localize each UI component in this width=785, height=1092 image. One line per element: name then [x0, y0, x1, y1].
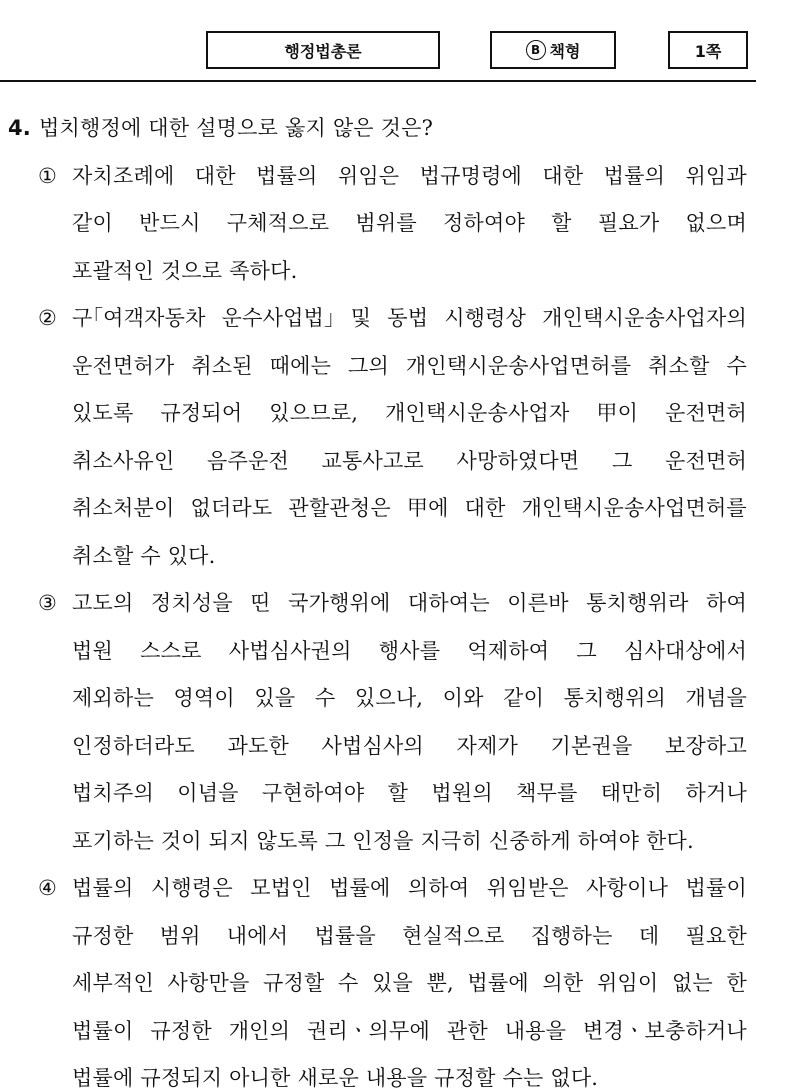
option-marker: ② [38, 306, 58, 330]
option-3-line: 포기하는 것이 되지 않도록 그 인정을 지극히 신중하게 하여야 한다. [72, 828, 694, 853]
option-3-line: 제외하는 영역이 있을 수 있으나, 이와 같이 통치행위의 개념을 [72, 686, 747, 710]
option-4-line: 법률이 규정한 개인의 권리ㆍ의무에 관한 내용을 변경ㆍ보충하거나 [72, 1018, 747, 1043]
option-3-line: 법치주의 이념을 구현하여야 할 법원의 책무를 태만히 하거나 [72, 781, 747, 805]
option-3-line: 고도의 정치성을 띤 국가행위에 대하여는 이른바 통치행위라 하여 [72, 591, 747, 615]
option-1-line: 같이 반드시 구체적으로 범위를 정하여야 할 필요가 없으며 [72, 211, 747, 235]
question-stem [8, 114, 433, 142]
option-1-line: 포괄적인 것으로 족하다. [72, 258, 298, 283]
option-1-line: 자치조례에 대한 법률의 위임은 법규명령에 대한 법률의 위임과 [72, 163, 747, 188]
option-2-line: 취소사유인 음주운전 교통사고로 사망하였다면 그 운전면허 [72, 448, 747, 473]
option-marker: ① [38, 163, 58, 188]
option-marker: ④ [38, 876, 58, 900]
option-marker: ③ [38, 591, 58, 615]
page-number: 1쪽 [694, 41, 722, 61]
question-stem-text: 법치행정에 대한 설명으로 옳지 않은 것은? [39, 116, 434, 140]
booklet-letter-circle: B [526, 40, 546, 60]
option-4-line: 법률의 시행령은 모법인 법률에 의하여 위임받은 사항이나 법률이 [72, 876, 747, 900]
option-4-line: 세부적인 사항만을 규정할 수 있을 뿐, 법률에 의한 위임이 없는 한 [72, 971, 747, 995]
option-2-line: 취소할 수 있다. [72, 543, 216, 568]
option-3-line: 법원 스스로 사법심사권의 행사를 억제하여 그 심사대상에서 [72, 638, 747, 663]
header-rule [0, 80, 756, 82]
option-2-line: 구｢여객자동차 운수사업법｣ 및 동법 시행령상 개인택시운송사업자의 [72, 306, 747, 330]
option-4-line: 법률에 규정되지 아니한 새로운 내용을 규정할 수는 없다. [72, 1066, 599, 1090]
question-number: 4. [8, 116, 31, 140]
booklet-type-label: 책형 [549, 41, 581, 61]
option-2-line: 있도록 규정되어 있으므로, 개인택시운송사업자 甲이 운전면허 [72, 401, 747, 425]
option-2-line: 운전면허가 취소된 때에는 그의 개인택시운송사업면허를 취소할 수 [72, 353, 747, 378]
subject-box [206, 31, 440, 69]
subject-label: 행정법총론 [284, 41, 362, 61]
booklet-type-box [490, 31, 616, 69]
option-4-line: 규정한 범위 내에서 법률을 현실적으로 집행하는 데 필요한 [72, 923, 747, 948]
page-number-box [668, 31, 748, 69]
option-2-line: 취소처분이 없더라도 관할관청은 甲에 대한 개인택시운송사업면허를 [72, 496, 747, 520]
option-3-line: 인정하더라도 과도한 사법심사의 자제가 기본권을 보장하고 [72, 733, 747, 758]
